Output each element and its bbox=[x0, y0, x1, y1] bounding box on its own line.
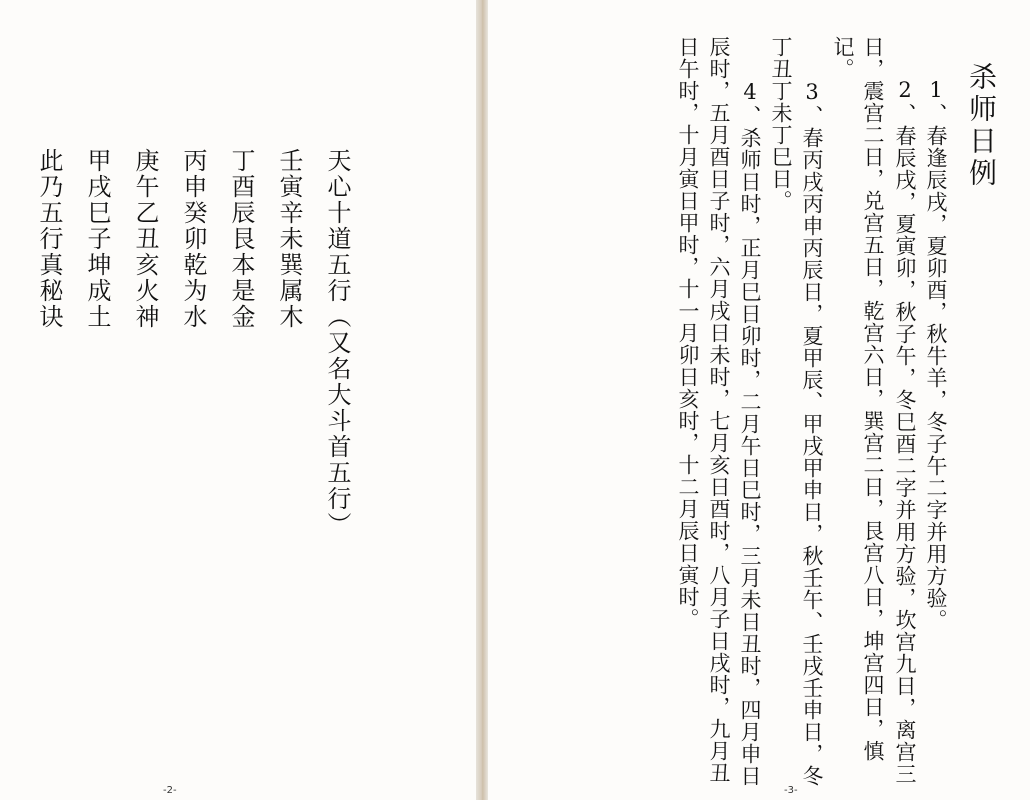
five-elements-title: 天心十道五行（又名大斗首五行） bbox=[323, 148, 351, 538]
page-number: -3- bbox=[784, 785, 798, 796]
verse-line: 壬寅辛未巽属木 bbox=[275, 148, 303, 330]
page-number: -2- bbox=[163, 785, 177, 796]
left-page bbox=[0, 0, 478, 800]
rule-line: 辰时，五月酉日子时，六月戌日未时，七月亥日酉时，八月子日戌时，九月丑 bbox=[707, 36, 731, 784]
rule-line: 1、春逢辰戌，夏卯酉，秋牛羊，冬子午二字并用方验。 bbox=[924, 78, 948, 631]
rule-line: 记。 bbox=[831, 36, 855, 80]
rule-line: 4、杀师日时，正月巳日卯时，二月午日巳时，三月未日丑时，四月申日 bbox=[738, 80, 762, 787]
verse-line: 甲戌巳子坤成土 bbox=[83, 148, 111, 330]
rule-line: 日，震宫二日，兑宫五日，乾宫六日，巽宫二日，艮宫八日，坤宫四日，慎 bbox=[861, 36, 885, 762]
rule-line: 2、春辰戌，夏寅卯，秋子午，冬巳酉二字并用方验，坎宫九日，离宫三 bbox=[893, 78, 917, 785]
section-title: 杀师日例 bbox=[965, 62, 998, 190]
verse-line: 庚午乙丑亥火神 bbox=[131, 148, 159, 330]
rule-line: 日午时，十月寅日甲时，十一月卯日亥时，十二月辰日寅时。 bbox=[676, 36, 700, 630]
rule-line: 3、春丙戌丙申丙辰日，夏甲辰、甲戌甲申日，秋壬午、壬戌壬申日，冬 bbox=[800, 80, 824, 787]
verse-line: 丙申癸卯乾为水 bbox=[179, 148, 207, 330]
verse-line: 丁酉辰艮本是金 bbox=[227, 148, 255, 330]
verse-line: 此乃五行真秘诀 bbox=[35, 148, 63, 330]
rule-line: 丁丑丁未丁巳日。 bbox=[769, 36, 793, 212]
book-gutter bbox=[476, 0, 488, 800]
right-page bbox=[488, 0, 1030, 800]
